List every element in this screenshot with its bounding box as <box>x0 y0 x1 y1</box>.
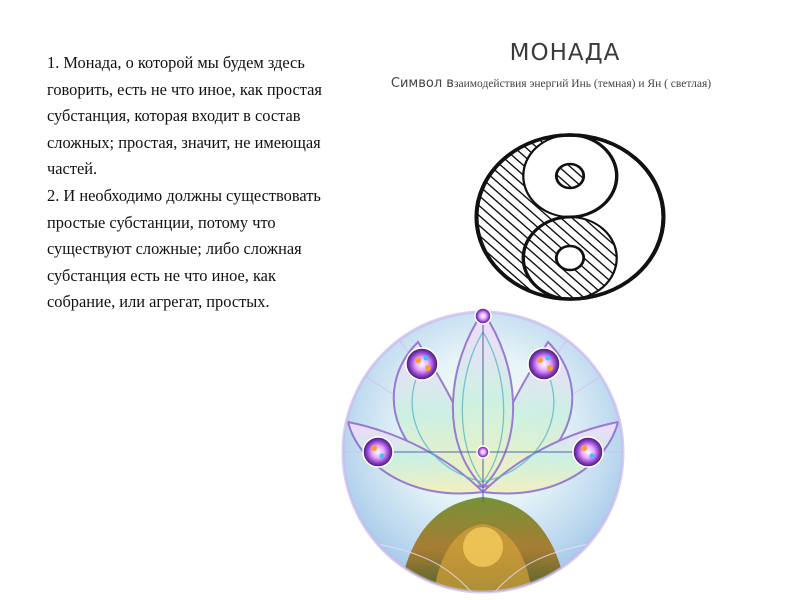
subtitle-rest: заимодействия энергий Инь (темная) и Ян ( светлая) <box>453 78 712 90</box>
paragraph-2: 2. И необходимо должны существовать простые субстанции, потому что существуют сложные; либо сложная субстанция есть не что иное, как собрание, или агрегат, простых. <box>47 185 321 312</box>
paragraph-1: 1. Монада, о которой мы будем здесь говорить, есть не что иное, как простая субстанция, которая входит в состав сложных; простая, значит, не имеющая частей. <box>47 53 322 179</box>
subtitle-lead: Символ в <box>390 76 454 91</box>
body-text <box>47 50 322 316</box>
subtitle <box>356 76 746 91</box>
mandala-image <box>338 302 628 600</box>
yin-yang-image <box>470 132 670 302</box>
page-title: МОНАДА <box>509 40 621 66</box>
